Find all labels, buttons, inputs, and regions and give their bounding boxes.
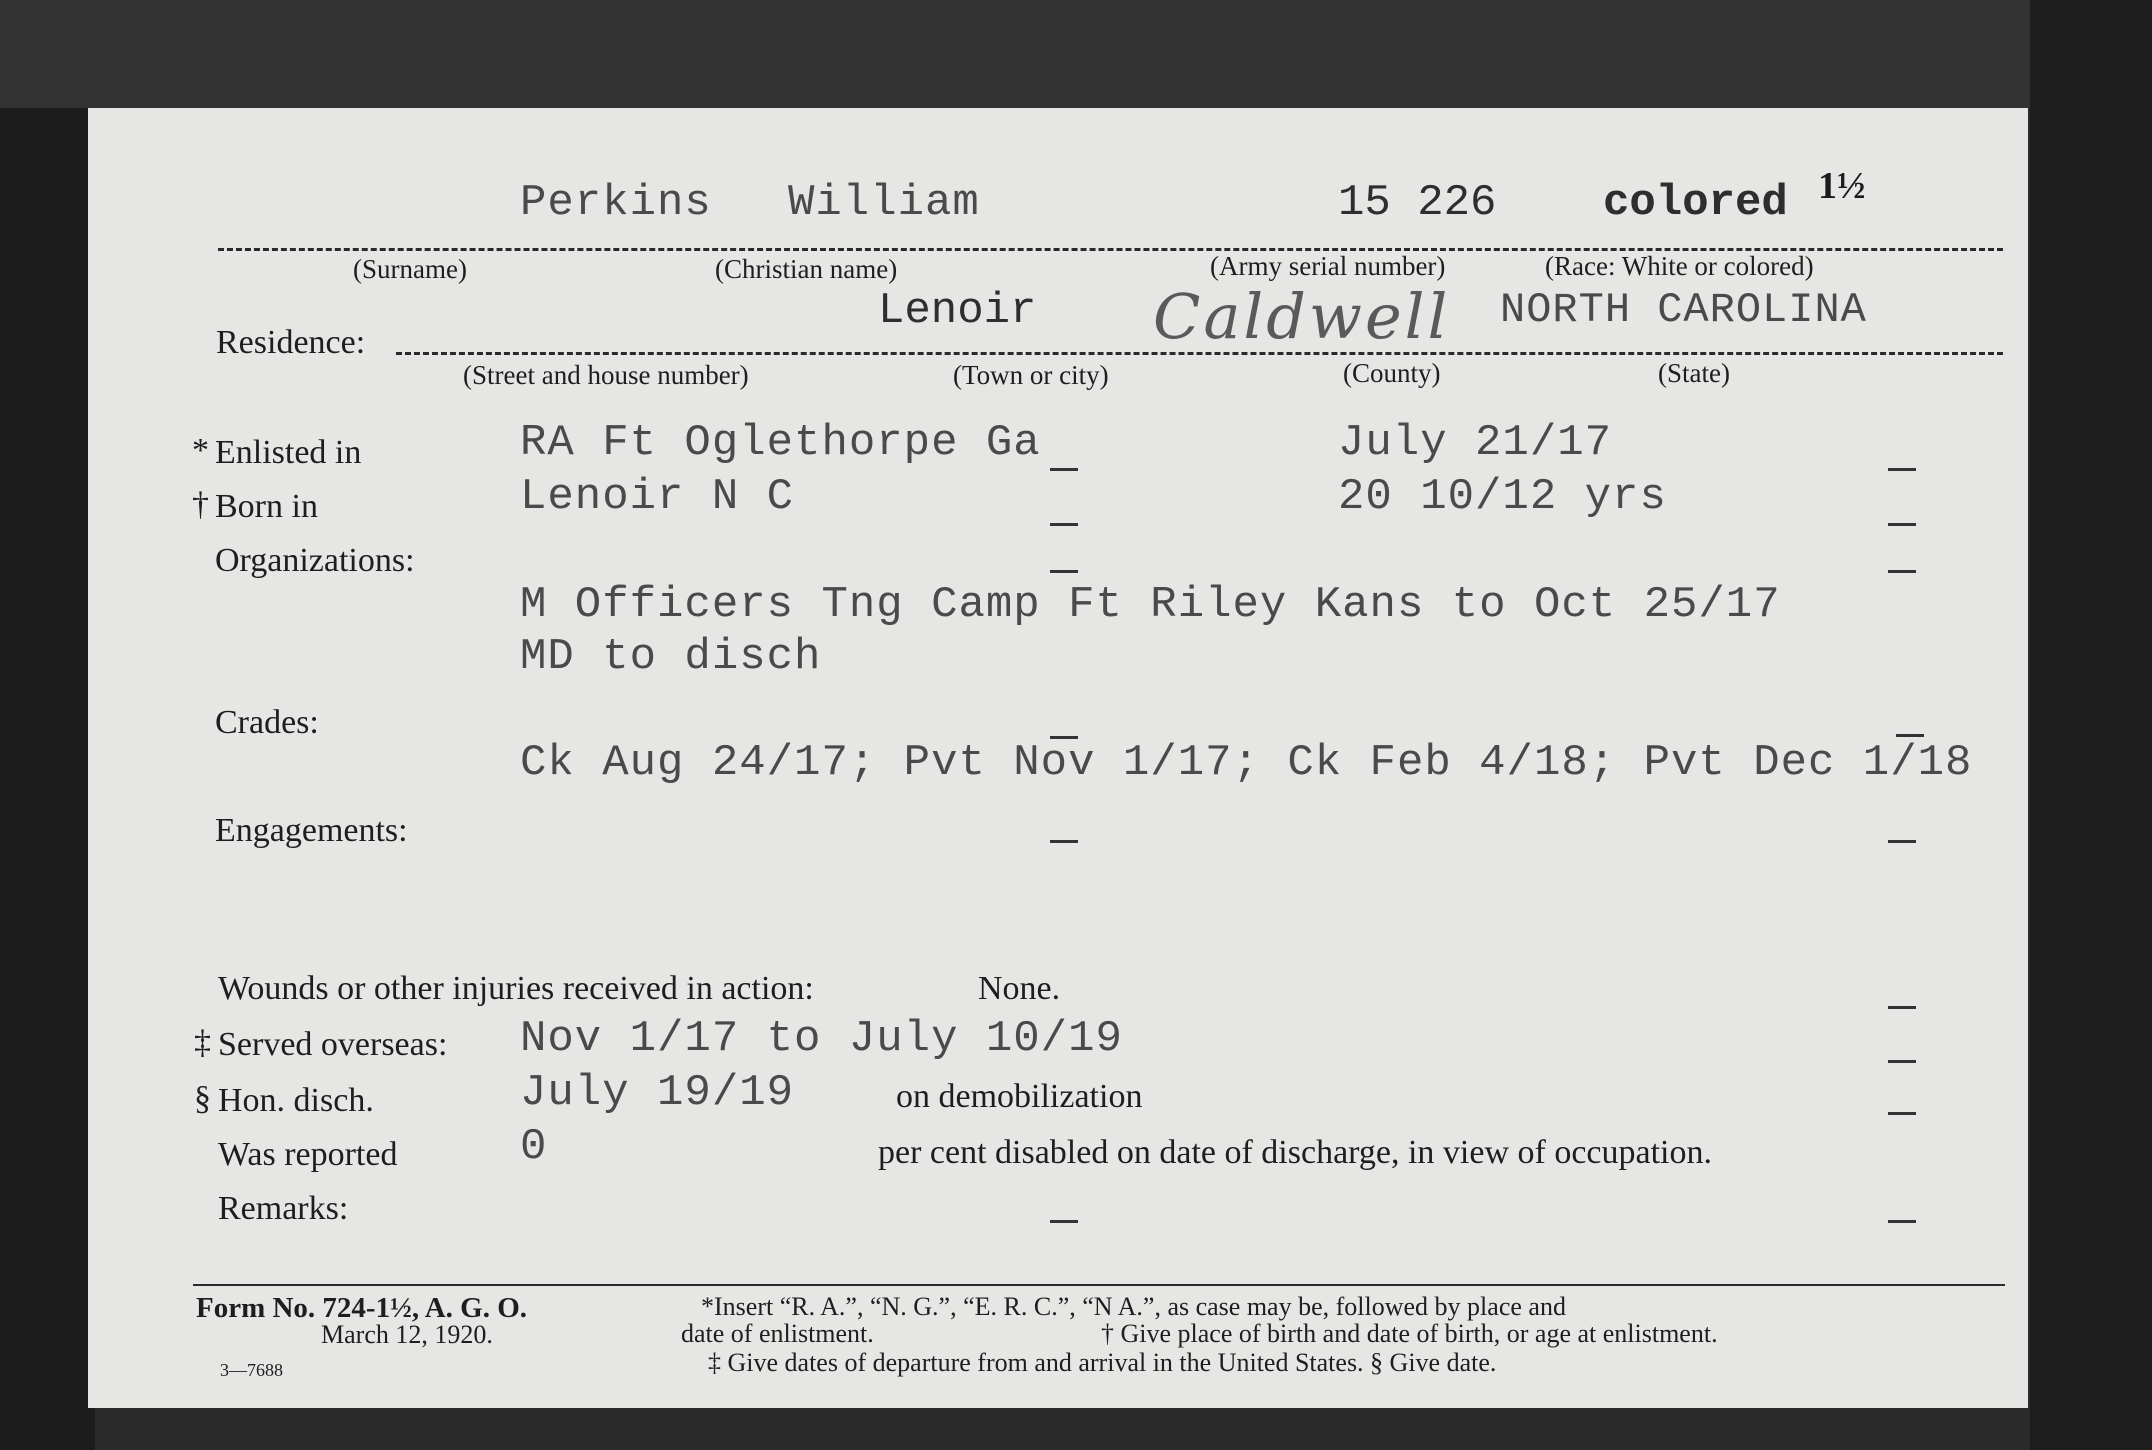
enlisted-label: Enlisted in: [215, 434, 362, 471]
discharge-label: Hon. disch.: [218, 1082, 374, 1119]
service-record-card: [88, 108, 2028, 1408]
wounds-dash-right: [1888, 1006, 1916, 1009]
residence-label: Residence:: [216, 324, 366, 361]
background-right-edge: [2030, 0, 2152, 1450]
born-place-value: Lenoir N C: [520, 472, 795, 522]
background-top-edge: [0, 0, 2152, 108]
footnote-line3: ‡ Give dates of departure from and arrival in the United States. § Give date.: [708, 1348, 1497, 1377]
enlisted-dash-middle: [1050, 468, 1078, 471]
engagements-dash-right: [1888, 840, 1916, 843]
county-caption: (County): [1343, 358, 1441, 388]
discharge-reason: on demobilization: [896, 1078, 1143, 1115]
born-dash-middle: [1050, 523, 1078, 526]
race-caption: (Race: White or colored): [1545, 251, 1814, 281]
grades-label: Crades:: [215, 704, 319, 741]
overseas-label: Served overseas:: [218, 1026, 448, 1063]
born-age-value: 20 10/12 yrs: [1338, 472, 1667, 522]
overseas-dash-right: [1888, 1060, 1916, 1063]
state-caption: (State): [1658, 358, 1730, 388]
born-mark: †: [192, 486, 209, 523]
engagements-label: Engagements:: [215, 812, 408, 849]
wounds-value: None.: [978, 970, 1061, 1007]
enlisted-date-value: July 21/17: [1338, 418, 1613, 468]
enlisted-mark: *: [192, 432, 209, 469]
residence-town-value: Lenoir: [878, 286, 1037, 336]
footnote-line2b: † Give place of birth and date of birth, or age at enlistment.: [1101, 1319, 1718, 1348]
enlisted-dash-right: [1888, 468, 1916, 471]
organizations-dash-right: [1888, 570, 1916, 573]
born-dash-right: [1888, 523, 1916, 526]
footnote-line2a: date of enlistment.: [681, 1319, 874, 1348]
discharge-date-value: July 19/19: [520, 1068, 795, 1118]
christian-name-value: William: [788, 178, 980, 228]
reported-text: per cent disabled on date of discharge, in view of occupation.: [878, 1134, 1712, 1171]
background-left-edge: [0, 0, 95, 1450]
serial-number-value: 15 226: [1338, 178, 1497, 228]
residence-county-value: Caldwell: [1153, 280, 1451, 353]
serial-caption: (Army serial number): [1210, 251, 1446, 281]
christian-name-caption: (Christian name): [715, 254, 898, 284]
print-code: 3—7688: [220, 1360, 283, 1380]
race-value: colored: [1603, 178, 1788, 228]
overseas-mark: ‡: [194, 1024, 211, 1061]
footnote-line1: *Insert “R. A.”, “N. G.”, “E. R. C.”, “N A.”, as case may be, followed by place and: [701, 1292, 1566, 1321]
engagements-dash-middle: [1050, 840, 1078, 843]
organizations-line1: M Officers Tng Camp Ft Riley Kans to Oct 25/17: [520, 580, 1781, 630]
surname-value: Perkins: [520, 178, 712, 228]
reported-value: 0: [520, 1122, 548, 1172]
organizations-line2: MD to disch: [520, 632, 822, 682]
remarks-dash-right: [1888, 1220, 1916, 1223]
enlisted-place-value: RA Ft Oglethorpe Ga: [520, 418, 1041, 468]
wounds-label: Wounds or other injuries received in action:: [218, 970, 814, 1007]
overseas-value: Nov 1/17 to July 10/19: [520, 1014, 1123, 1064]
residence-rule: [396, 352, 2003, 355]
form-number: Form No. 724-1½, A. G. O.: [196, 1292, 528, 1324]
town-caption: (Town or city): [953, 360, 1109, 390]
discharge-dash-right: [1888, 1112, 1916, 1115]
footer-rule: [193, 1284, 2005, 1286]
remarks-dash-middle: [1050, 1220, 1078, 1223]
street-caption: (Street and house number): [463, 360, 749, 390]
surname-caption: (Surname): [353, 254, 467, 284]
discharge-mark: §: [194, 1080, 211, 1117]
remarks-label: Remarks:: [218, 1190, 349, 1227]
residence-state-value: NORTH CAROLINA: [1500, 286, 1867, 334]
grades-value: Ck Aug 24/17; Pvt Nov 1/17; Ck Feb 4/18; Pvt Dec 1/18: [520, 738, 1973, 788]
organizations-label: Organizations:: [215, 542, 415, 579]
form-date: March 12, 1920.: [321, 1320, 493, 1349]
card-code: 1½: [1818, 165, 1866, 207]
organizations-dash-middle: [1050, 570, 1078, 573]
born-label: Born in: [215, 488, 318, 525]
reported-label: Was reported: [218, 1136, 398, 1173]
grades-dash-right: [1896, 734, 1924, 737]
